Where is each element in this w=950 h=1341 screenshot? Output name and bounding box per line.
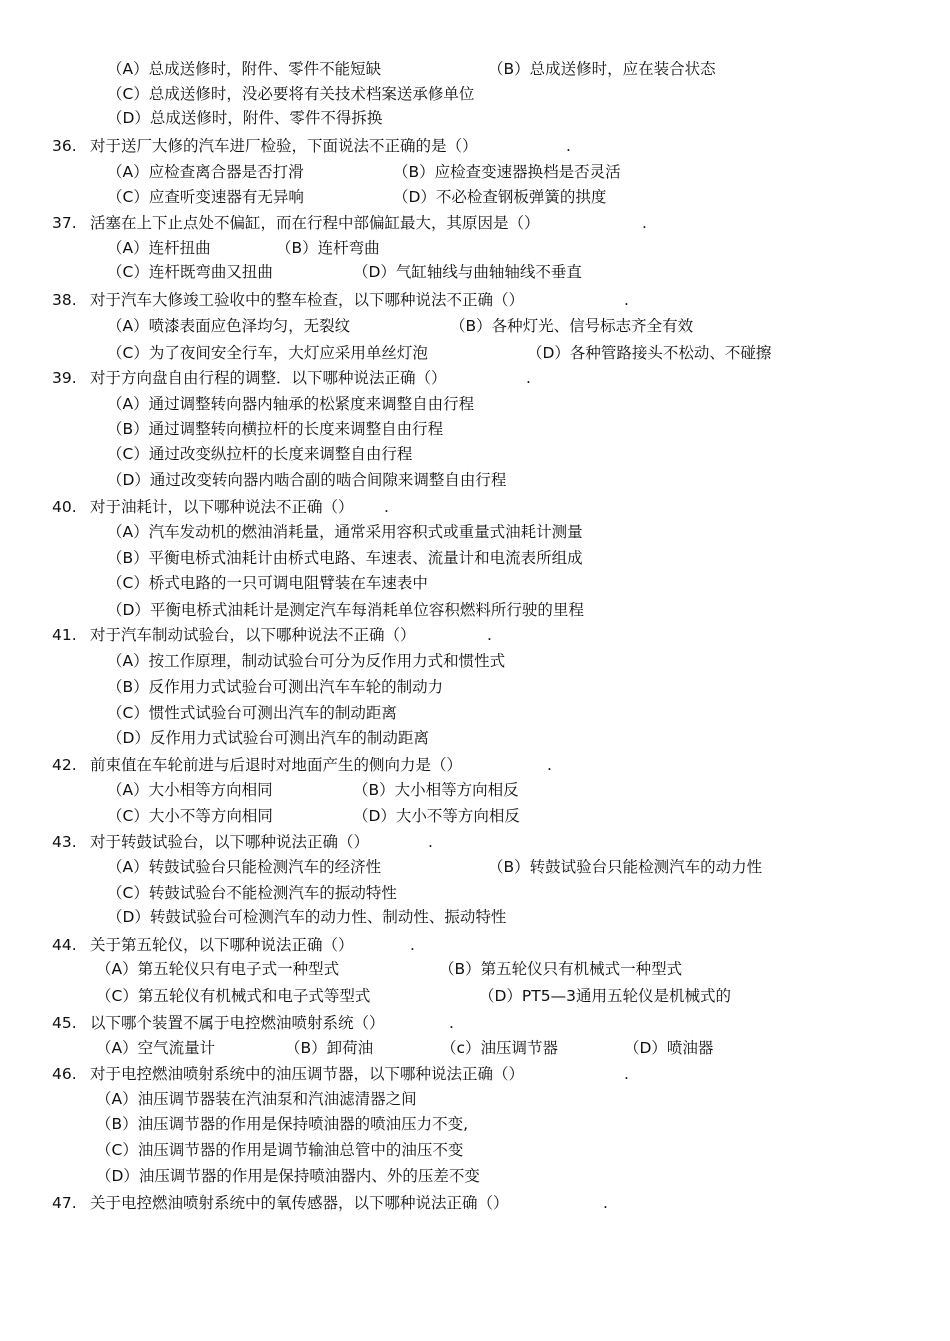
- option-a: （A）应检查离合器是否打滑: [107, 163, 304, 181]
- option-a: （A）空气流量计: [96, 1039, 216, 1057]
- question-period: .: [642, 214, 647, 232]
- question-period: .: [566, 137, 571, 155]
- question-number: 47.: [52, 1194, 77, 1212]
- option-d: （D）平衡电桥式油耗计是测定汽车每消耗单位容积燃料所行驶的里程: [107, 601, 584, 619]
- option-b: （B）大小相等方向相反: [353, 781, 519, 799]
- question-number: 41.: [52, 626, 77, 644]
- option-b: （B）反作用力式试验台可测出汽车车轮的制动力: [107, 678, 444, 696]
- option-b: （B）油压调节器的作用是保持喷油器的喷油压力不变,: [96, 1115, 469, 1133]
- option-d: （D）PT5—3通用五轮仪是机械式的: [479, 987, 731, 1005]
- option-d: （D）反作用力式试验台可测出汽车的制动距离: [107, 729, 429, 747]
- option-b: （B）连杆弯曲: [276, 239, 380, 257]
- option-d: （D）不必检查钢板弹簧的拱度: [393, 188, 607, 206]
- option-a: （A）汽车发动机的燃油消耗量，通常采用容积式或重量式油耗计测量: [107, 523, 583, 541]
- question-stem: 关于第五轮仪，以下哪种说法正确（）: [90, 936, 354, 954]
- option-a: （A）第五轮仪只有电子式一种型式: [96, 960, 340, 978]
- option-c: （C）第五轮仪有机械式和电子式等型式: [96, 987, 371, 1005]
- option-b: （B）第五轮仪只有机械式一种型式: [439, 960, 683, 978]
- question-stem: 对于汽车大修竣工验收中的整车检查，以下哪种说法不正确（）: [90, 291, 525, 309]
- question-number: 43.: [52, 833, 77, 851]
- question-number: 40.: [52, 498, 77, 516]
- option-a: （A）连杆扭曲: [107, 239, 211, 257]
- option-a: （A）总成送修时，附件、零件不能短缺: [107, 60, 382, 78]
- option-c: （C）连杆既弯曲又扭曲: [107, 263, 273, 281]
- option-d: （D）各种管路接头不松动、不碰擦: [527, 344, 772, 362]
- option-d: （D）气缸轴线与曲轴轴线不垂直: [353, 263, 582, 281]
- question-stem: 对于油耗计，以下哪种说法不正确（）: [90, 498, 354, 516]
- option-d: （D）转鼓试验台可检测汽车的动力性、制动性、振动特性: [107, 908, 507, 926]
- question-stem: 对于汽车制动试验台，以下哪种说法不正确（）: [90, 626, 416, 644]
- option-a: （A）转鼓试验台只能检测汽车的经济性: [107, 858, 382, 876]
- question-number: 44.: [52, 936, 77, 954]
- question-number: 37.: [52, 214, 77, 232]
- option-d: （D）喷油器: [624, 1039, 714, 1057]
- option-c: （C）惯性式试验台可测出汽车的制动距离: [107, 704, 397, 722]
- option-a: （A）大小相等方向相同: [107, 781, 273, 799]
- question-stem: 前束值在车轮前进与后退时对地面产生的侧向力是（）: [90, 756, 463, 774]
- option-d: （D）油压调节器的作用是保持喷油器内、外的压差不变: [96, 1167, 480, 1185]
- question-period: .: [410, 936, 415, 954]
- question-period: .: [603, 1194, 608, 1212]
- question-period: .: [624, 1065, 629, 1083]
- option-c: （C）通过改变纵拉杆的长度来调整自由行程: [107, 445, 413, 463]
- option-b: （B）卸荷油: [285, 1039, 374, 1057]
- question-number: 39.: [52, 369, 77, 387]
- option-b: （B）应检查变速器换档是否灵活: [393, 163, 621, 181]
- option-c: （C）转鼓试验台不能检测汽车的振动特性: [107, 884, 397, 902]
- option-c: （C）桥式电路的一只可调电阻臂装在车速表中: [107, 574, 428, 592]
- question-number: 46.: [52, 1065, 77, 1083]
- option-a: （A）按工作原理，制动试验台可分为反作用力式和惯性式: [107, 652, 506, 670]
- option-c: （c）油压调节器: [441, 1039, 559, 1057]
- question-number: 42.: [52, 756, 77, 774]
- option-d: （D）总成送修时，附件、零件不得拆换: [107, 109, 383, 127]
- option-b: （B）各种灯光、信号标志齐全有效: [450, 317, 694, 335]
- question-stem: 以下哪个装置不属于电控燃油喷射系统（）: [90, 1014, 385, 1032]
- question-number: 38.: [52, 291, 77, 309]
- option-c: （C）油压调节器的作用是调节输油总管中的油压不变: [96, 1141, 464, 1159]
- question-period: .: [526, 369, 531, 387]
- question-stem: 活塞在上下止点处不偏缸，而在行程中部偏缸最大，其原因是（）: [90, 214, 540, 232]
- question-stem: 对于电控燃油喷射系统中的油压调节器，以下哪种说法正确（）: [90, 1065, 525, 1083]
- question-stem: 关于电控燃油喷射系统中的氧传感器，以下哪种说法正确（）: [90, 1194, 509, 1212]
- option-b: （B）转鼓试验台只能检测汽车的动力性: [488, 858, 763, 876]
- question-period: .: [428, 833, 433, 851]
- option-c: （C）总成送修时，没必要将有关技术档案送承修单位: [107, 85, 475, 103]
- question-period: .: [384, 498, 389, 516]
- question-number: 45.: [52, 1014, 77, 1032]
- question-number: 36.: [52, 137, 77, 155]
- option-b: （B）总成送修时，应在装合状态: [488, 60, 716, 78]
- option-a: （A）喷漆表面应色泽均匀，无裂纹: [107, 317, 351, 335]
- option-c: （C）应查听变速器有无异响: [107, 188, 304, 206]
- option-a: （A）通过调整转向器内轴承的松紧度来调整自由行程: [107, 395, 475, 413]
- question-stem: 对于方向盘自由行程的调整．以下哪种说法正确（）: [90, 369, 447, 387]
- option-c: （C）为了夜间安全行车，大灯应采用单丝灯泡: [107, 344, 428, 362]
- question-period: .: [547, 756, 552, 774]
- option-d: （D）大小不等方向相反: [353, 807, 520, 825]
- option-a: （A）油压调节器装在汽油泵和汽油滤清器之间: [96, 1090, 417, 1108]
- question-period: .: [487, 626, 492, 644]
- option-b: （B）通过调整转向横拉杆的长度来调整自由行程: [107, 420, 444, 438]
- question-period: .: [449, 1014, 454, 1032]
- option-b: （B）平衡电桥式油耗计由桥式电路、车速表、流量计和电流表所组成: [107, 549, 583, 567]
- question-stem: 对于转鼓试验台，以下哪种说法正确（）: [90, 833, 370, 851]
- question-period: .: [624, 291, 629, 309]
- option-c: （C）大小不等方向相同: [107, 807, 273, 825]
- question-stem: 对于送厂大修的汽车进厂检验，下面说法不正确的是（）: [90, 137, 478, 155]
- option-d: （D）通过改变转向器内啮合副的啮合间隙来调整自由行程: [107, 471, 507, 489]
